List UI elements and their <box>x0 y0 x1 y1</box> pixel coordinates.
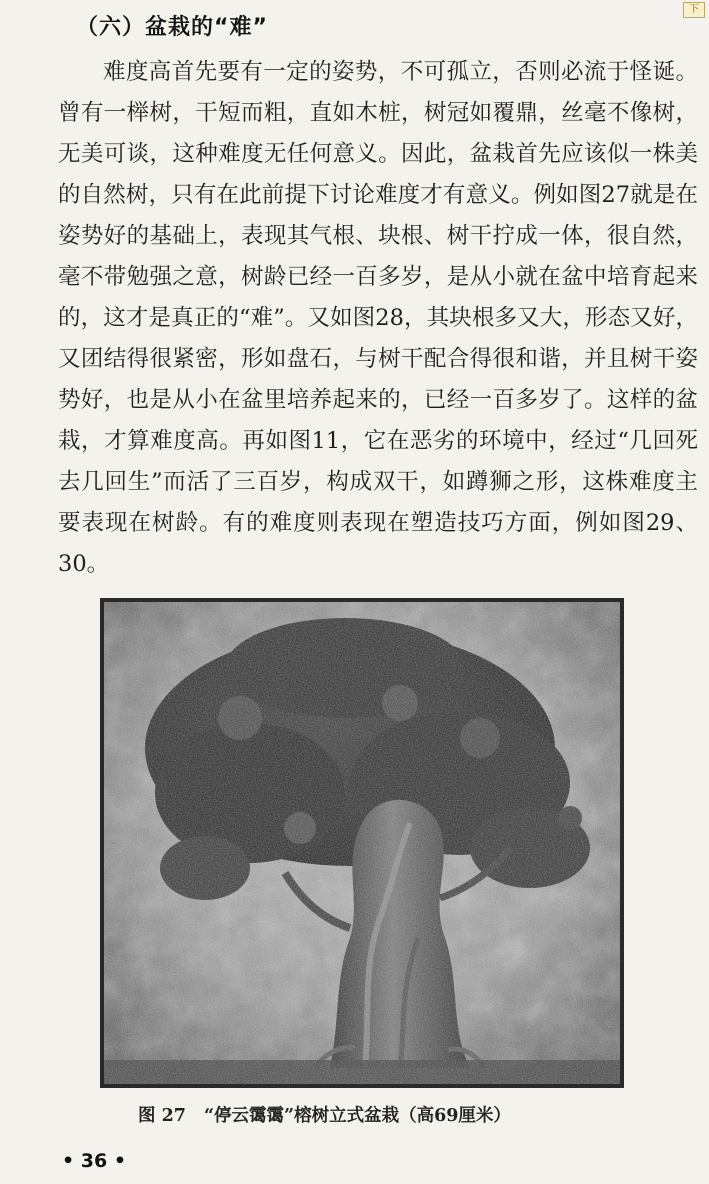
section-heading: （六）盆栽的“难” <box>76 15 268 40</box>
banyan-bonsai-photo <box>100 598 624 1088</box>
body-paragraph: 难度高首先要有一定的姿势，不可孤立，否则必流于怪诞。曾有一榉树，干短而粗，直如木桩，树冠如覆鼎，丝毫不像树，无美可谈，这种难度无任何意义。因此，盆栽首先应该似一株美的自然树，只有在此前提下讨论难度才有意义。例如图27就是在姿势好的基础上，表现其气根、块根、树干拧成一体，很自然，毫不带勉强之意，树龄已经一百多岁，是从小就在盆中培育起来的，这才是真正的“难”。又如图28，其块根多又大，形态又好，又团结得很紧密，形如盘石，与树干配合得很和谐，并且树干姿势好，也是从小在盆里培养起来的，已经一百多岁了。这样的盆栽，才算难度高。再如图11，它在恶劣的环境中，经过“几回死去几回生”而活了三百岁，构成双干，如蹲狮之形，这株难度主要表现在树龄。有的难度则表现在塑造技巧方面，例如图29、30。 <box>58 59 698 577</box>
figure-number: 图 27 <box>138 1106 186 1126</box>
corner-tab: 下 <box>683 2 705 18</box>
figure-title: “停云霭霭”榕树立式盆栽（高69厘米） <box>203 1106 511 1126</box>
page-number: • 36 • <box>62 1150 126 1172</box>
figure-caption <box>138 1102 529 1127</box>
body-text <box>58 52 698 585</box>
figure-photo <box>100 598 624 1088</box>
